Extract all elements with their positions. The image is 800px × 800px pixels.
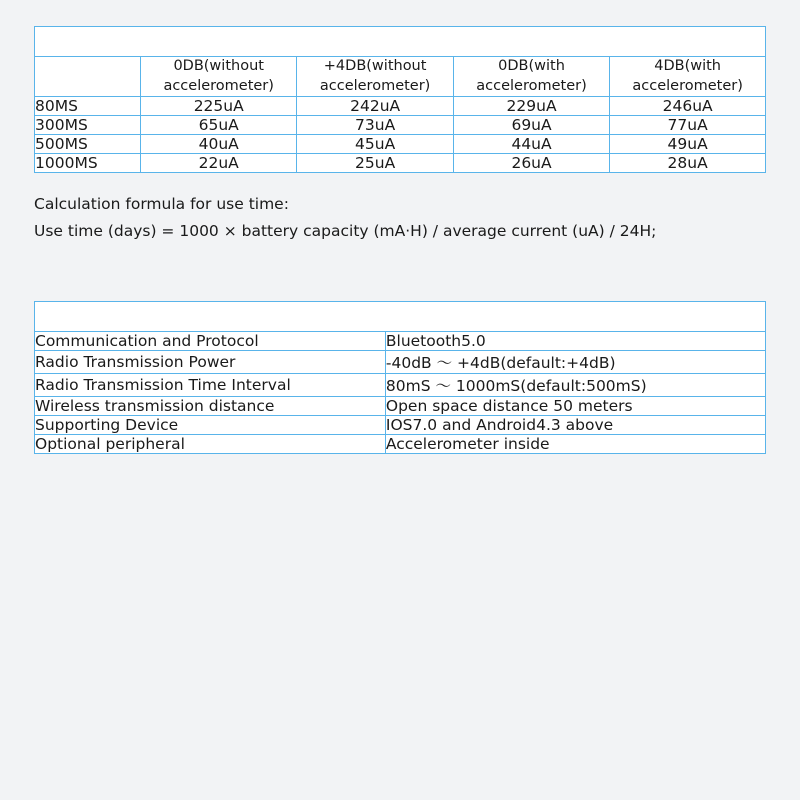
technical-parameters-block bbox=[34, 301, 766, 454]
table-row bbox=[35, 416, 766, 435]
cell-500ms-4db-with: 49uA bbox=[610, 135, 766, 154]
average-current-table bbox=[34, 26, 766, 173]
table-row bbox=[35, 116, 766, 135]
table-row bbox=[35, 351, 766, 374]
cell-1000ms-0db-without: 22uA bbox=[140, 154, 296, 173]
table-row bbox=[35, 435, 766, 454]
param-label-wireless-transmission-distance: Wireless transmission distance bbox=[35, 397, 386, 416]
param-value-wireless-transmission-distance: Open space distance 50 meters bbox=[385, 397, 765, 416]
param-label-supporting-device: Supporting Device bbox=[35, 416, 386, 435]
cell-1000ms-0db-with: 26uA bbox=[453, 154, 609, 173]
column-header-4db-without: +4DB(without accelerometer) bbox=[297, 57, 453, 97]
row-label-300ms: 300MS bbox=[35, 116, 141, 135]
param-label-optional-peripheral: Optional peripheral bbox=[35, 435, 386, 454]
table-row bbox=[35, 154, 766, 173]
table-row bbox=[35, 397, 766, 416]
cell-300ms-0db-without: 65uA bbox=[140, 116, 296, 135]
column-header-0db-with: 0DB(with accelerometer) bbox=[453, 57, 609, 97]
param-label-radio-transmission-time-interval: Radio Transmission Time Interval bbox=[35, 374, 386, 397]
row-label-500ms: 500MS bbox=[35, 135, 141, 154]
cell-300ms-0db-with: 69uA bbox=[453, 116, 609, 135]
cell-80ms-4db-without: 242uA bbox=[297, 97, 453, 116]
column-header-4db-with: 4DB(with accelerometer) bbox=[610, 57, 766, 97]
param-value-radio-transmission-power: -40dB ～ +4dB(default:+4dB) bbox=[385, 351, 765, 374]
cell-1000ms-4db-without: 25uA bbox=[297, 154, 453, 173]
cell-300ms-4db-with: 77uA bbox=[610, 116, 766, 135]
column-header-0db-without: 0DB(without accelerometer) bbox=[140, 57, 296, 97]
technical-parameters-table bbox=[34, 301, 766, 454]
table-header-row bbox=[35, 57, 766, 97]
table-row bbox=[35, 135, 766, 154]
param-label-radio-transmission-power: Radio Transmission Power bbox=[35, 351, 386, 374]
cell-300ms-4db-without: 73uA bbox=[297, 116, 453, 135]
param-value-communication-protocol: Bluetooth5.0 bbox=[385, 332, 765, 351]
cell-500ms-0db-without: 40uA bbox=[140, 135, 296, 154]
cell-500ms-4db-without: 45uA bbox=[297, 135, 453, 154]
cell-80ms-4db-with: 246uA bbox=[610, 97, 766, 116]
table-row bbox=[35, 332, 766, 351]
param-label-communication-protocol: Communication and Protocol bbox=[35, 332, 386, 351]
row-label-1000ms: 1000MS bbox=[35, 154, 141, 173]
formula-line-1: Calculation formula for use time: bbox=[34, 195, 289, 214]
cell-500ms-0db-with: 44uA bbox=[453, 135, 609, 154]
average-current-title: Example of average current data bbox=[35, 27, 766, 57]
average-current-block bbox=[34, 26, 766, 245]
cell-80ms-0db-with: 229uA bbox=[453, 97, 609, 116]
table-title-row bbox=[35, 302, 766, 332]
formula-line-2: Use time (days) = 1000 × battery capacity (mA·H) / average current (uA) / 24H; bbox=[34, 222, 657, 241]
param-value-radio-transmission-time-interval: 80mS ～ 1000mS(default:500mS) bbox=[385, 374, 765, 397]
cell-80ms-0db-without: 225uA bbox=[140, 97, 296, 116]
param-value-optional-peripheral: Accelerometer inside bbox=[385, 435, 765, 454]
technical-parameters-title: Technical parameters bbox=[35, 302, 766, 332]
table-row bbox=[35, 97, 766, 116]
corner-cell bbox=[35, 57, 141, 97]
param-value-supporting-device: IOS7.0 and Android4.3 above bbox=[385, 416, 765, 435]
table-row bbox=[35, 374, 766, 397]
row-label-80ms: 80MS bbox=[35, 97, 141, 116]
section-divider bbox=[34, 245, 766, 301]
cell-1000ms-4db-with: 28uA bbox=[610, 154, 766, 173]
table-title-row bbox=[35, 27, 766, 57]
formula-text bbox=[34, 191, 766, 245]
